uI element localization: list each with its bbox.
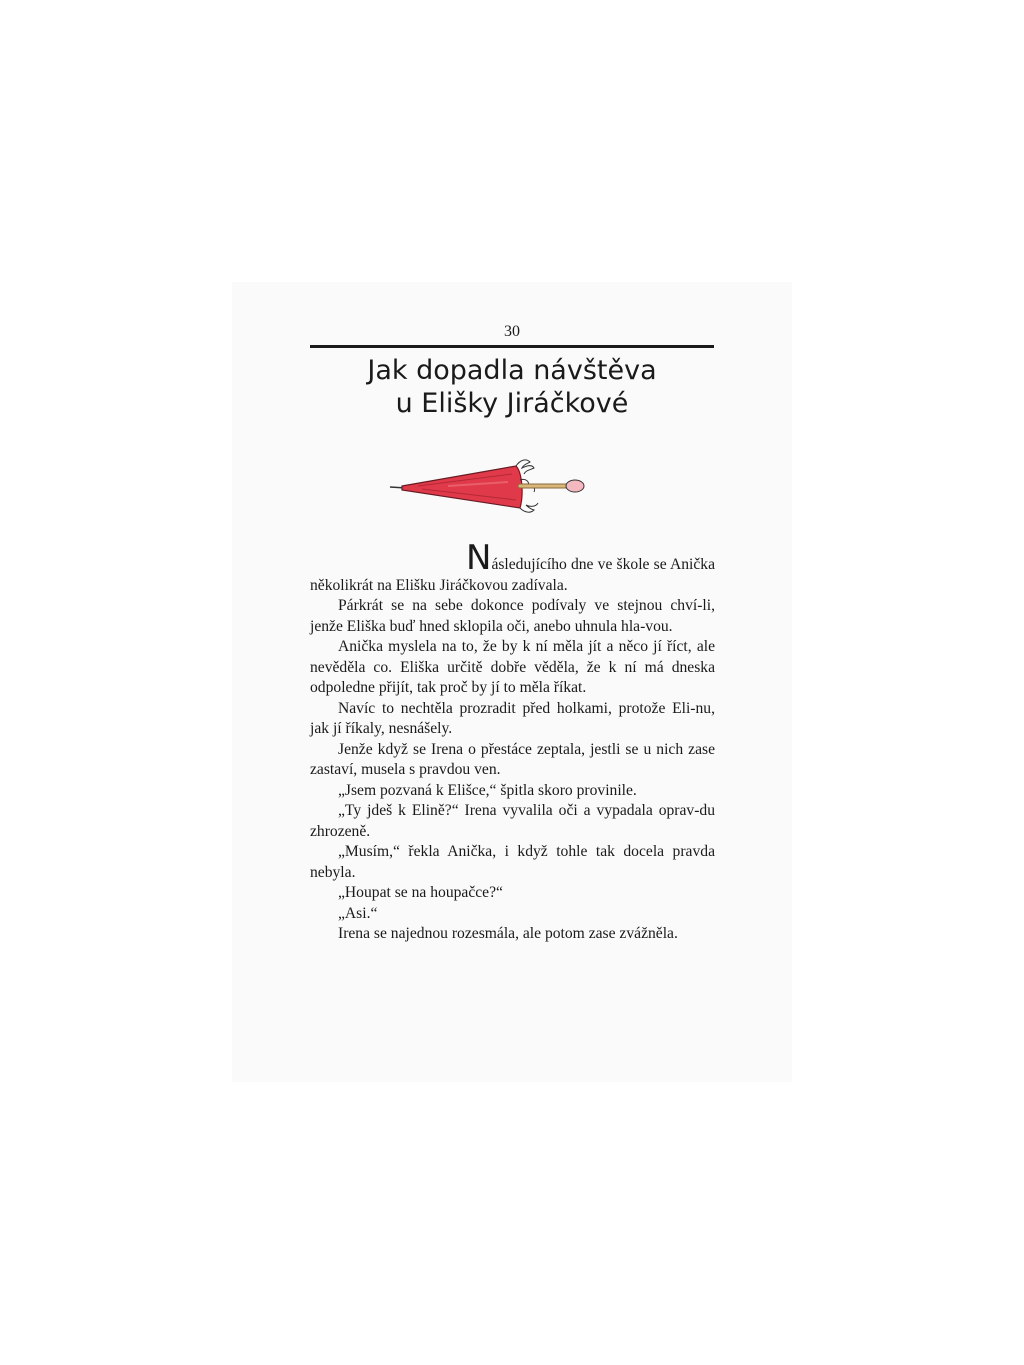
drop-cap: N bbox=[466, 538, 492, 578]
paragraph-7: „Ty jdeš k Elině?“ Irena vyvalila oči a vypadala oprav-du zhrozeně. bbox=[310, 802, 715, 840]
umbrella-icon bbox=[388, 452, 592, 518]
paragraph-11: Irena se najednou rozesmála, ale potom zase zvážněla. bbox=[338, 925, 678, 942]
chapter-title-line-2: u Elišky Jiráčkové bbox=[395, 388, 629, 419]
paragraph-5: Jenže když se Irena o přestáce zeptala, jestli se u nich zase zastaví, musela s pravdou ven. bbox=[310, 740, 715, 778]
header-rule bbox=[310, 345, 714, 348]
paragraph-1 bbox=[310, 538, 715, 596]
paragraph-9: „Houpat se na houpačce?“ bbox=[338, 884, 503, 901]
paragraph-1-text: ásledujícího dne ve škole se Anička několikrát na Elišku Jiráčkovou zadívala. bbox=[310, 556, 715, 594]
chapter-title-line-1: Jak dopadla návštěva bbox=[367, 355, 657, 386]
body-text bbox=[310, 538, 715, 945]
chapter-title bbox=[310, 354, 714, 420]
paragraph-4: Navíc to nechtěla prozradit před holkami, protože Eli-nu, jak jí říkaly, nesnášely. bbox=[310, 699, 715, 737]
paragraph-2: Párkrát se na sebe dokonce podívaly ve stejnou chví-li, jenže Eliška buď hned sklopila oči, anebo uhnula hla-vou. bbox=[310, 597, 715, 635]
paragraph-10: „Asi.“ bbox=[338, 904, 378, 922]
page-number: 30 bbox=[504, 323, 520, 340]
paragraph-6: „Jsem pozvaná k Elišce,“ špitla skoro provinile. bbox=[338, 781, 637, 799]
paragraph-8: „Musím,“ řekla Anička, i když tohle tak docela pravda nebyla. bbox=[310, 843, 715, 881]
paragraph-3: Anička myslela na to, že by k ní měla jít a něco jí říct, ale nevěděla co. Eliška určitě dobře věděla, že k ní má dneska odpoledne přijít, tak proč by jí to měla říkat. bbox=[310, 638, 715, 696]
